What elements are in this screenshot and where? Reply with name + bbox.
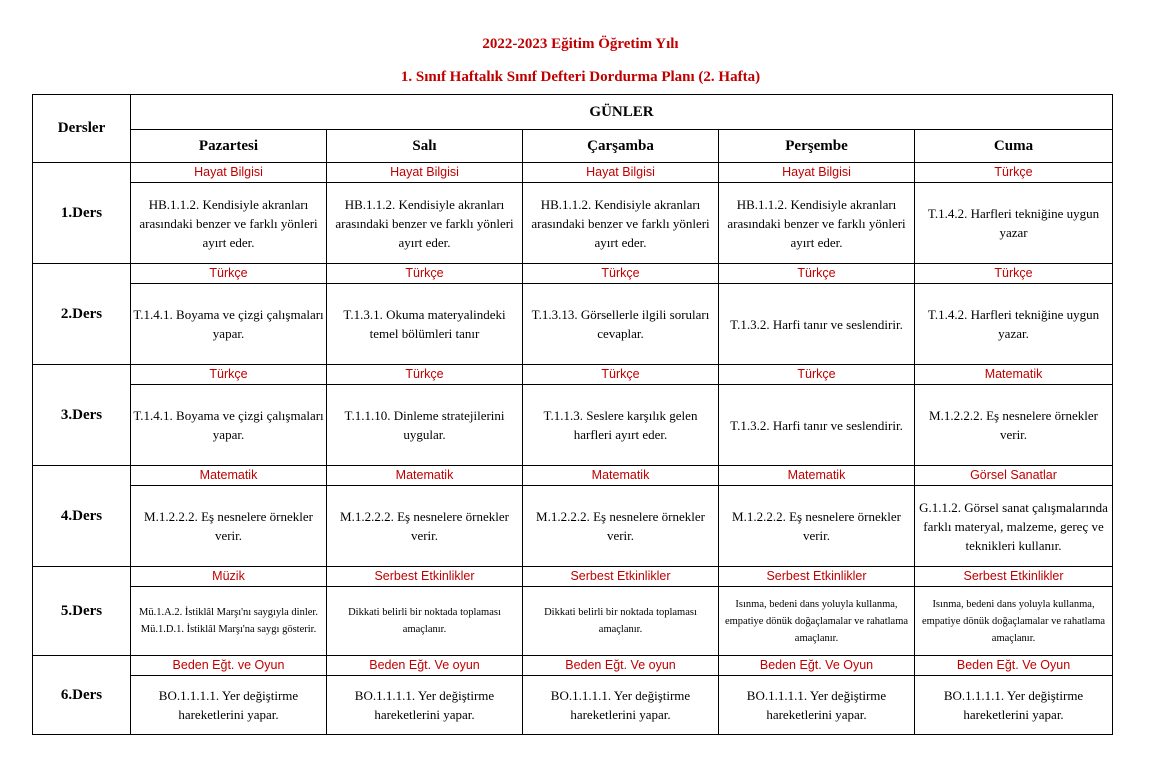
objective-cell: BO.1.1.1.1. Yer değiştirme hareketlerini yapar. <box>915 676 1113 735</box>
gunler-header: GÜNLER <box>131 95 1113 130</box>
day-header-cuma: Cuma <box>915 130 1113 163</box>
subject-cell: Müzik <box>131 567 327 587</box>
subject-cell: Hayat Bilgisi <box>523 163 719 183</box>
objective-cell: Dikkati belirli bir noktada toplaması amaçlanır. <box>523 587 719 656</box>
table-row <box>33 183 1113 264</box>
subject-cell: Türkçe <box>131 365 327 385</box>
table-row <box>33 365 1113 385</box>
objective-cell: T.1.3.2. Harfi tanır ve seslendirir. <box>719 284 915 365</box>
objective-cell: BO.1.1.1.1. Yer değiştirme hareketlerini yapar. <box>131 676 327 735</box>
objective-cell: T.1.4.1. Boyama ve çizgi çalışmaları yapar. <box>131 385 327 466</box>
objective-cell: Dikkati belirli bir noktada toplaması amaçlanır. <box>327 587 523 656</box>
day-header-persembe: Perşembe <box>719 130 915 163</box>
table-row <box>33 385 1113 466</box>
subject-cell: Beden Eğt. Ve oyun <box>523 656 719 676</box>
objective-cell: M.1.2.2.2. Eş nesnelere örnekler verir. <box>915 385 1113 466</box>
subject-cell: Türkçe <box>915 264 1113 284</box>
subject-cell: Serbest Etkinlikler <box>915 567 1113 587</box>
objective-cell: T.1.1.3. Seslere karşılık gelen harfleri ayırt eder. <box>523 385 719 466</box>
subject-cell: Görsel Sanatlar <box>915 466 1113 486</box>
subject-cell: Matematik <box>327 466 523 486</box>
objective-cell: M.1.2.2.2. Eş nesnelere örnekler verir. <box>327 486 523 567</box>
subject-cell: Türkçe <box>915 163 1113 183</box>
lesson-label: 6.Ders <box>33 656 131 735</box>
subject-cell: Beden Eğt. Ve Oyun <box>719 656 915 676</box>
objective-cell: T.1.4.2. Harfleri tekniğine uygun yazar <box>915 183 1113 264</box>
document-plan-title: 1. Sınıf Haftalık Sınıf Defteri Dordurma Planı (2. Hafta) <box>400 69 761 85</box>
objective-cell: HB.1.1.2. Kendisiyle akranları arasındaki benzer ve farklı yönleri ayırt eder. <box>327 183 523 264</box>
subject-cell: Türkçe <box>327 264 523 284</box>
table-row <box>33 163 1113 183</box>
subject-cell: Türkçe <box>327 365 523 385</box>
objective-cell: G.1.1.2. Görsel sanat çalışmalarında farklı materyal, malzeme, gereç ve teknikleri kullanır. <box>915 486 1113 567</box>
table-row <box>33 486 1113 567</box>
table-row <box>33 284 1113 365</box>
objective-cell: T.1.3.2. Harfi tanır ve seslendirir. <box>719 385 915 466</box>
objective-cell: BO.1.1.1.1. Yer değiştirme hareketlerini yapar. <box>719 676 915 735</box>
table-row <box>33 567 1113 587</box>
table-row <box>33 466 1113 486</box>
day-header-carsamba: Çarşamba <box>523 130 719 163</box>
objective-cell: BO.1.1.1.1. Yer değiştirme hareketlerini yapar. <box>523 676 719 735</box>
table-row <box>33 676 1113 735</box>
lesson-label: 4.Ders <box>33 466 131 567</box>
subject-cell: Türkçe <box>523 365 719 385</box>
subject-cell: Hayat Bilgisi <box>131 163 327 183</box>
table-row <box>33 264 1113 284</box>
table-row <box>33 656 1113 676</box>
objective-cell: HB.1.1.2. Kendisiyle akranları arasındaki benzer ve farklı yönleri ayırt eder. <box>131 183 327 264</box>
subject-cell: Beden Eğt. ve Oyun <box>131 656 327 676</box>
subject-cell: Matematik <box>915 365 1113 385</box>
document-year-title: 2022-2023 Eğitim Öğretim Yılı <box>482 36 679 52</box>
day-header-sali: Salı <box>327 130 523 163</box>
subject-cell: Serbest Etkinlikler <box>327 567 523 587</box>
subject-cell: Türkçe <box>131 264 327 284</box>
objective-cell: T.1.4.1. Boyama ve çizgi çalışmaları yapar. <box>131 284 327 365</box>
objective-cell: Isınma, bedeni dans yoluyla kullanma, empatiye dönük doğaçlamalar ve rahatlama amaçlanır. <box>915 587 1113 656</box>
plan-body <box>33 163 1113 735</box>
objective-cell: M.1.2.2.2. Eş nesnelere örnekler verir. <box>131 486 327 567</box>
objective-cell: HB.1.1.2. Kendisiyle akranları arasındaki benzer ve farklı yönleri ayırt eder. <box>523 183 719 264</box>
subject-cell: Serbest Etkinlikler <box>719 567 915 587</box>
objective-cell: Mü.1.A.2. İstiklâl Marşı'nı saygıyla dinler. Mü.1.D.1. İstiklâl Marşı'na saygı gösterir. <box>131 587 327 656</box>
objective-cell: M.1.2.2.2. Eş nesnelere örnekler verir. <box>523 486 719 567</box>
subject-cell: Türkçe <box>523 264 719 284</box>
objective-cell: HB.1.1.2. Kendisiyle akranları arasındaki benzer ve farklı yönleri ayırt eder. <box>719 183 915 264</box>
subject-cell: Hayat Bilgisi <box>327 163 523 183</box>
objective-cell: T.1.3.13. Görsellerle ilgili soruları cevaplar. <box>523 284 719 365</box>
lesson-label: 2.Ders <box>33 264 131 365</box>
subject-cell: Serbest Etkinlikler <box>523 567 719 587</box>
subject-cell: Beden Eğt. Ve Oyun <box>915 656 1113 676</box>
objective-cell: T.1.4.2. Harfleri tekniğine uygun yazar. <box>915 284 1113 365</box>
lesson-label: 3.Ders <box>33 365 131 466</box>
objective-cell: M.1.2.2.2. Eş nesnelere örnekler verir. <box>719 486 915 567</box>
subject-cell: Matematik <box>719 466 915 486</box>
lesson-label: 1.Ders <box>33 163 131 264</box>
subject-cell: Matematik <box>523 466 719 486</box>
objective-cell: BO.1.1.1.1. Yer değiştirme hareketlerini yapar. <box>327 676 523 735</box>
dersler-header: Dersler <box>33 95 131 163</box>
objective-cell: T.1.3.1. Okuma materyalindeki temel bölümleri tanır <box>327 284 523 365</box>
subject-cell: Türkçe <box>719 365 915 385</box>
objective-cell: T.1.1.10. Dinleme stratejilerini uygular. <box>327 385 523 466</box>
objective-cell: Isınma, bedeni dans yoluyla kullanma, empatiye dönük doğaçlamalar ve rahatlama amaçlanır. <box>719 587 915 656</box>
subject-cell: Türkçe <box>719 264 915 284</box>
subject-cell: Matematik <box>131 466 327 486</box>
subject-cell: Beden Eğt. Ve oyun <box>327 656 523 676</box>
day-header-pazartesi: Pazartesi <box>131 130 327 163</box>
subject-cell: Hayat Bilgisi <box>719 163 915 183</box>
table-row <box>33 587 1113 656</box>
weekly-plan-table <box>32 94 1113 735</box>
lesson-label: 5.Ders <box>33 567 131 656</box>
